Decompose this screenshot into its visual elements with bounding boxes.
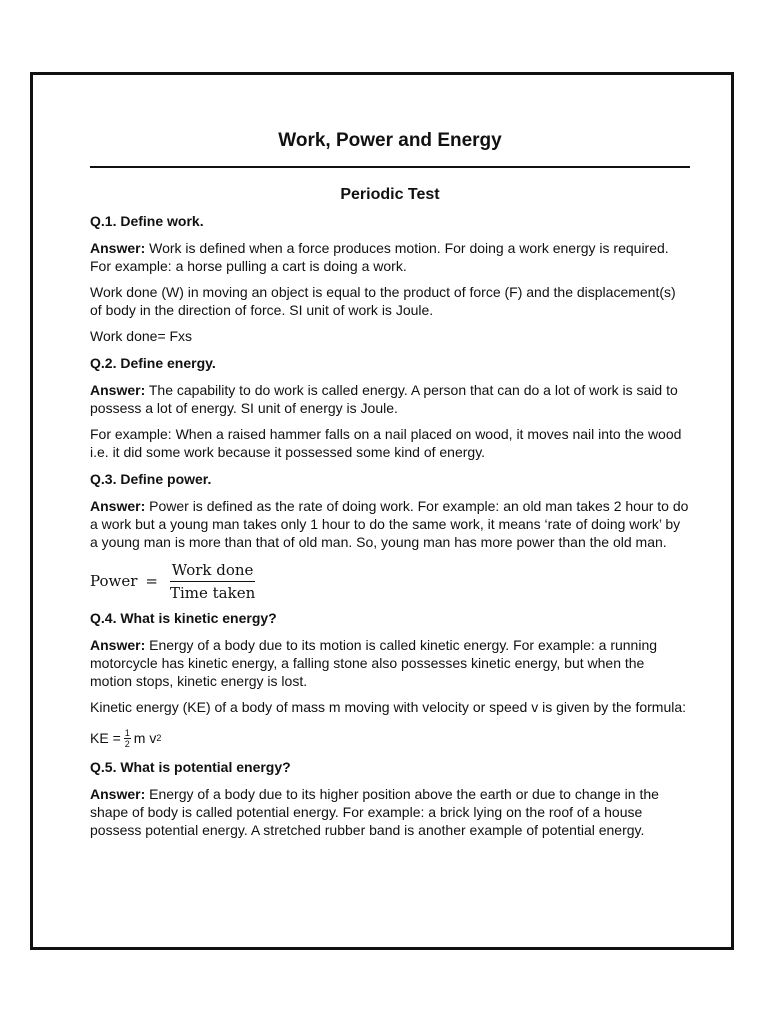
document-content: [90, 128, 690, 839]
power-formula-fraction: [168, 561, 257, 602]
power-formula-equals: =: [145, 572, 158, 590]
question-5: Q.5. What is potential energy?: [90, 759, 291, 775]
ke-formula-denominator: 2: [124, 738, 130, 749]
kinetic-energy-formula: [90, 724, 690, 752]
answer-label: Answer:: [90, 382, 146, 398]
document-subtitle: Periodic Test: [340, 186, 440, 203]
power-formula: [90, 559, 690, 603]
power-formula-numerator: Work done: [170, 561, 256, 582]
question-3: Q.3. Define power.: [90, 471, 212, 487]
answer-text: Energy of a body due to its higher position above the earth or due to change in the shape of body is called potential energy. For example: a brick lying on the roof of a house possess potential energy. A stretched rubber band is another example of potential energy.: [90, 786, 659, 838]
ke-formula-rhs: m v: [133, 730, 157, 746]
power-formula-lhs: Power: [90, 572, 138, 590]
answer-text: Energy of a body due to its motion is called kinetic energy. For example: a running motorcycle has kinetic energy, a falling stone also possesses kinetic energy, but when the motion stops, kinetic energy is lost.: [90, 637, 658, 689]
answer-5: [90, 785, 690, 839]
answer-label: Answer:: [90, 637, 146, 653]
question-2: Q.2. Define energy.: [90, 355, 216, 371]
title-divider: [90, 166, 690, 168]
ke-formula-exponent: 2: [156, 733, 162, 743]
ke-formula-numerator: 1: [124, 727, 130, 738]
answer-text: Power is defined as the rate of doing work. For example: an old man takes 2 hour to do a work but a young man takes only 1 hour to do the same work, it means ‘rate of doing work’ by a young man is more than that of old man. So, young man has more power than the old man.: [90, 498, 689, 550]
q1-formula: Work done= Fxs: [90, 328, 193, 344]
ke-formula-fraction: [124, 728, 131, 749]
q1-paragraph-2: Work done (W) in moving an object is equal to the product of force (F) and the displacement(s) of body in the direction of force. SI unit of work is Joule.: [90, 284, 676, 318]
question-1: Q.1. Define work.: [90, 213, 204, 229]
question-4: Q.4. What is kinetic energy?: [90, 610, 277, 626]
answer-label: Answer:: [90, 240, 146, 256]
answer-label: Answer:: [90, 786, 146, 802]
ke-formula-lhs: KE =: [90, 730, 121, 746]
answer-3: [90, 497, 690, 551]
document-title: Work, Power and Energy: [278, 130, 502, 151]
answer-1: [90, 239, 690, 275]
answer-2: [90, 381, 690, 417]
answer-label: Answer:: [90, 498, 146, 514]
q2-paragraph-2: For example: When a raised hammer falls on a nail placed on wood, it moves nail into the wood i.e. it did some work because it possessed some kind of energy.: [90, 426, 682, 460]
answer-text: Work is defined when a force produces motion. For doing a work energy is required. For example: a horse pulling a cart is doing a work.: [90, 240, 669, 274]
answer-4: [90, 636, 690, 690]
q4-paragraph-2: Kinetic energy (KE) of a body of mass m moving with velocity or speed v is given by the formula:: [90, 699, 687, 715]
answer-text: The capability to do work is called energy. A person that can do a lot of work is said to possess a lot of energy. SI unit of energy is Joule.: [90, 382, 678, 416]
power-formula-denominator: Time taken: [169, 583, 256, 602]
